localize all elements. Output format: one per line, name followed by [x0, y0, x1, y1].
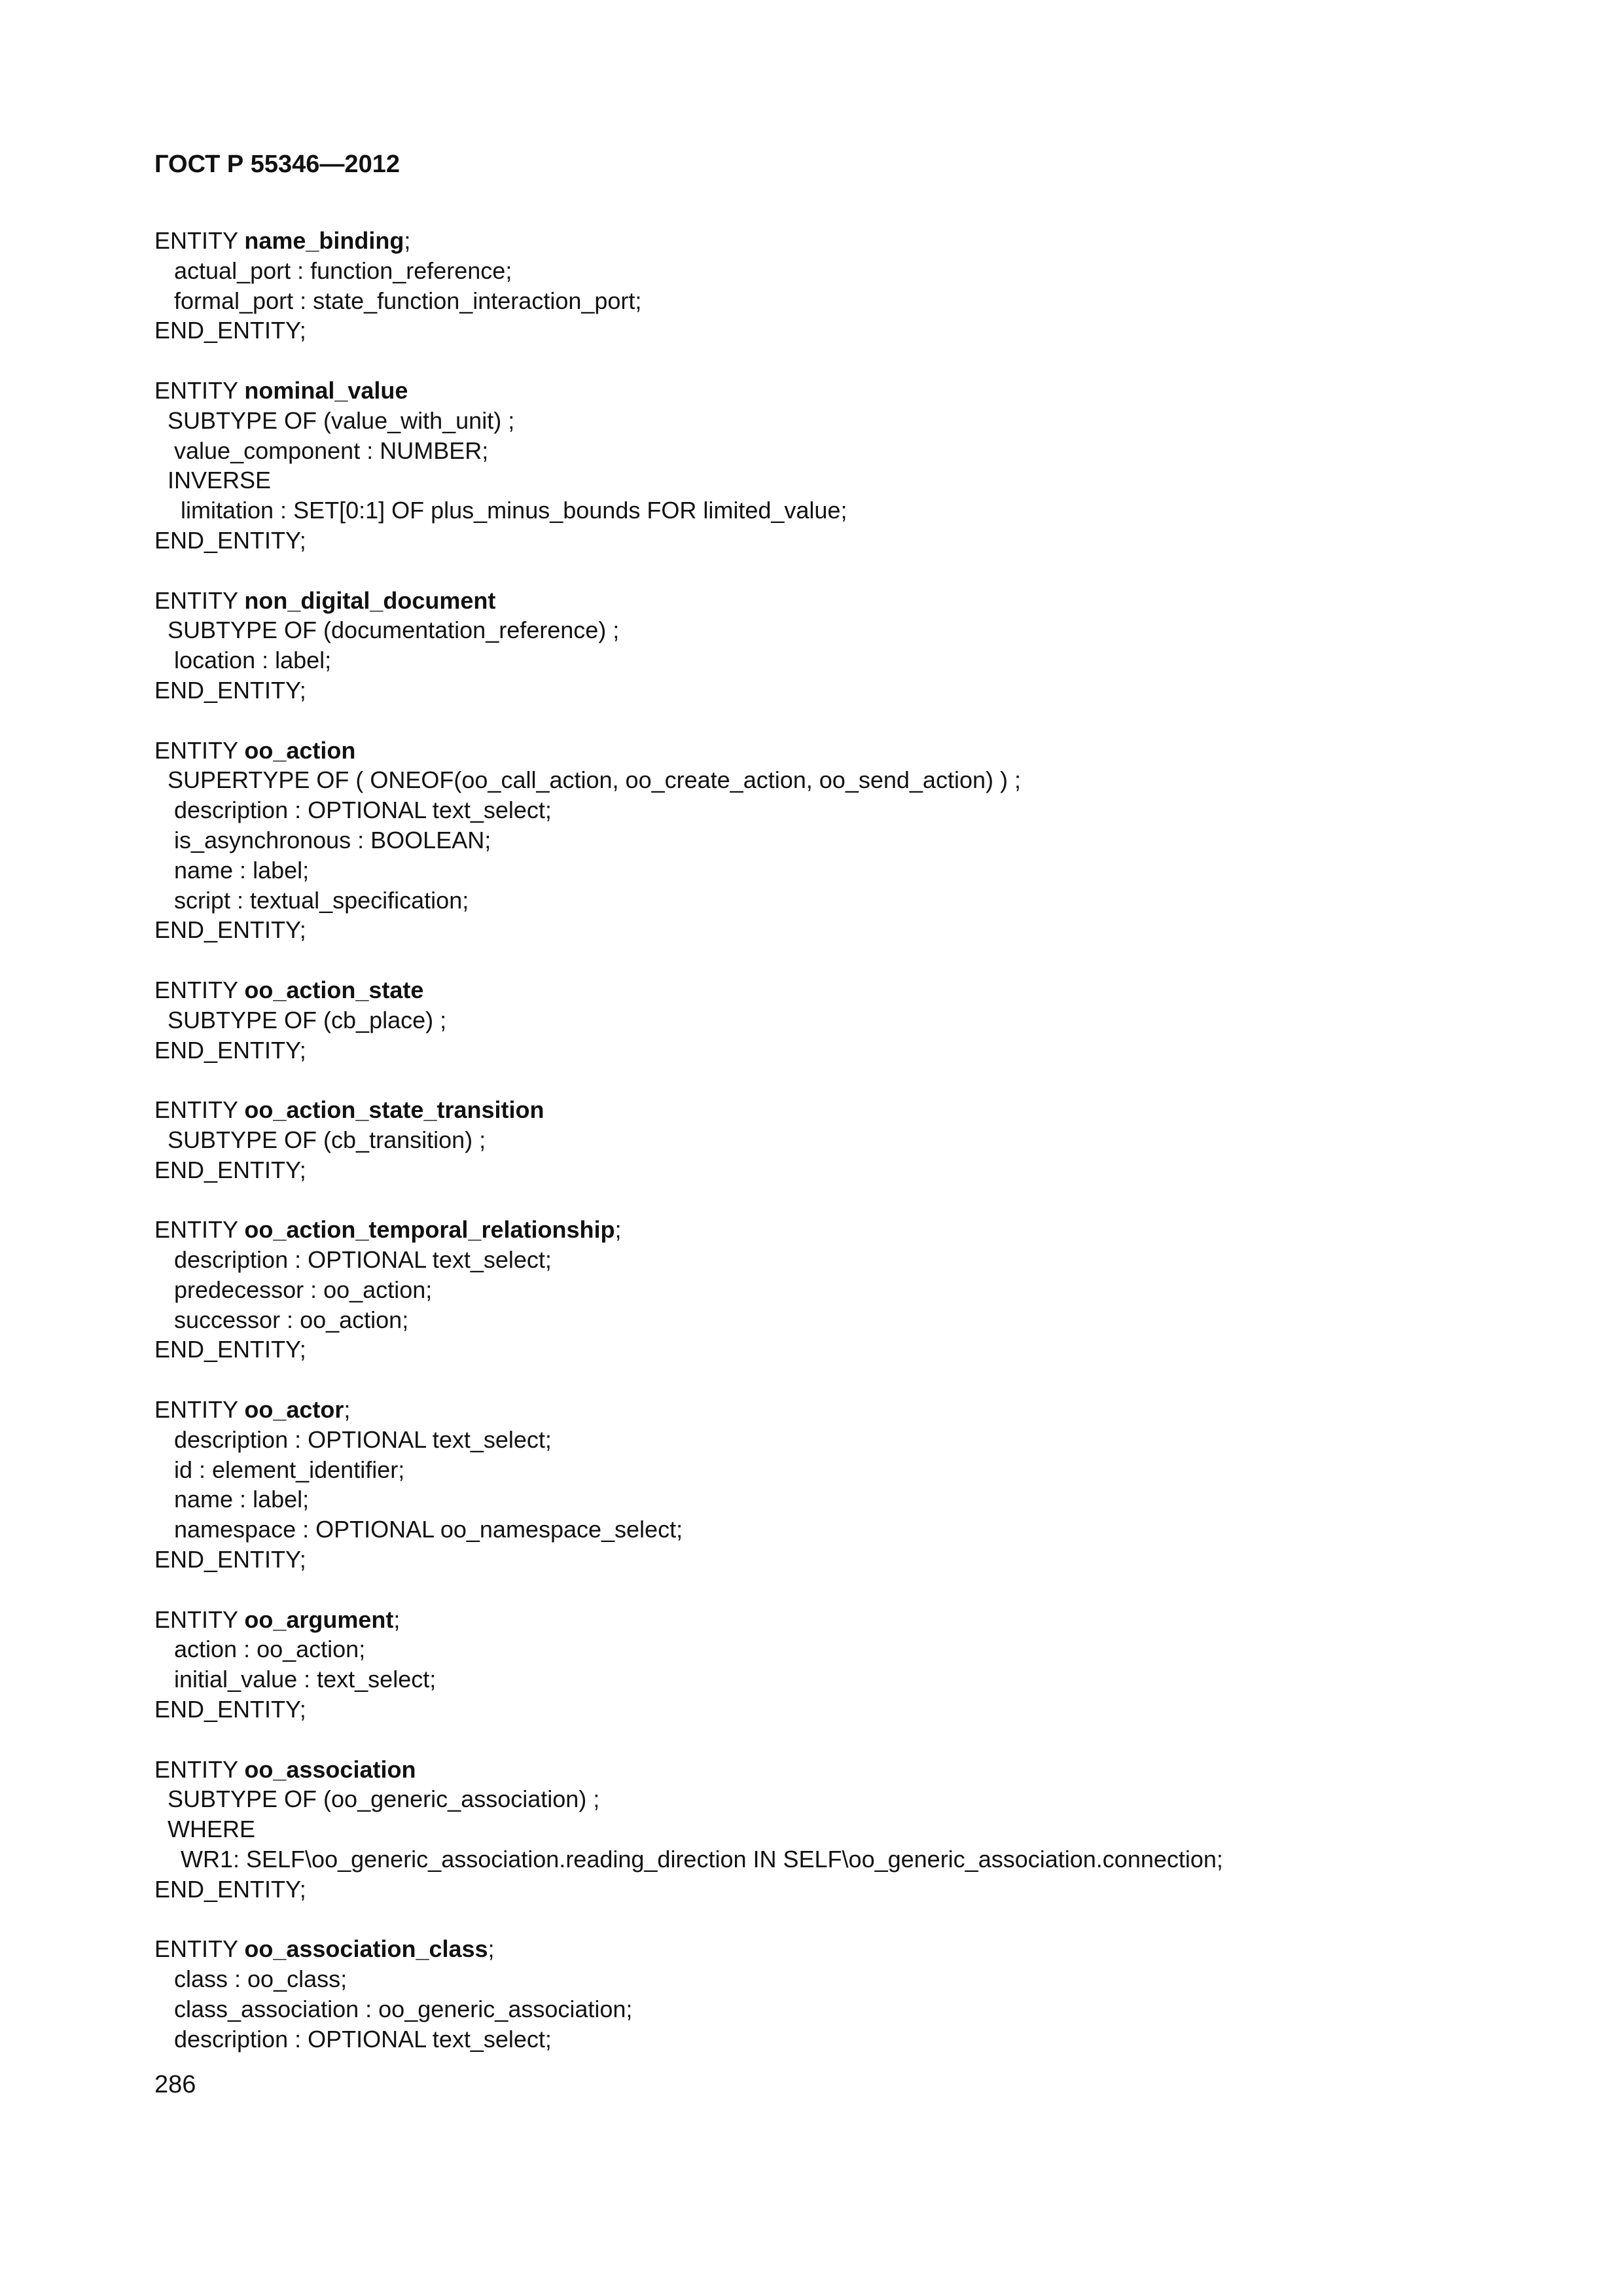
entity-attribute-line: formal_port : state_function_interaction_port; — [154, 287, 642, 314]
entity-name: non_digital_document — [244, 586, 496, 614]
blank-line — [154, 945, 1529, 975]
entity-declaration — [154, 586, 1529, 616]
entity-attribute-line: SUBTYPE OF (documentation_reference) ; — [154, 617, 620, 644]
entity-listing — [154, 226, 1529, 2054]
entity-block — [154, 586, 1529, 736]
entity-attribute-line: WR1: SELF\oo_generic_association.reading_direction IN SELF\oo_generic_association.connection; — [154, 1846, 1223, 1873]
entity-declaration — [154, 376, 1529, 406]
entity-name: name_binding — [244, 227, 404, 254]
entity-attribute-line: SUPERTYPE OF ( ONEOF(oo_call_action, oo_create_action, oo_send_action) ) ; — [154, 766, 1021, 794]
entity-attribute-line: limitation : SET[0:1] OF plus_minus_bounds FOR limited_value; — [154, 497, 847, 524]
entity-keyword: ENTITY — [154, 1935, 245, 1963]
entity-name: oo_action_state_transition — [244, 1096, 544, 1124]
entity-declaration — [154, 1395, 1529, 1425]
entity-keyword: ENTITY — [154, 1096, 245, 1124]
entity-keyword: ENTITY — [154, 1396, 245, 1424]
end-entity-line: END_ENTITY; — [154, 317, 306, 344]
entity-attribute-line: action : oo_action; — [154, 1636, 366, 1663]
entity-attribute-line: namespace : OPTIONAL oo_namespace_select; — [154, 1516, 683, 1543]
entity-block — [154, 226, 1529, 376]
entity-block — [154, 376, 1529, 586]
entity-name: oo_action_state — [244, 976, 424, 1003]
entity-attribute-line: SUBTYPE OF (cb_place) ; — [154, 1006, 447, 1033]
entity-attribute-line: initial_value : text_select; — [154, 1666, 437, 1693]
entity-keyword: ENTITY — [154, 1755, 245, 1783]
entity-keyword: ENTITY — [154, 1216, 245, 1244]
end-entity-line: END_ENTITY; — [154, 1336, 306, 1363]
entity-attribute-line: SUBTYPE OF (oo_generic_association) ; — [154, 1785, 600, 1813]
entity-keyword: ENTITY — [154, 376, 245, 404]
entity-name-suffix: ; — [488, 1935, 495, 1963]
entity-block — [154, 1095, 1529, 1215]
document-header: ГОСТ Р 55346—2012 — [154, 151, 400, 178]
entity-keyword: ENTITY — [154, 227, 245, 254]
end-entity-line: END_ENTITY; — [154, 1875, 306, 1903]
entity-keyword: ENTITY — [154, 586, 245, 614]
entity-declaration — [154, 1605, 1529, 1635]
entity-attribute-line: class : oo_class; — [154, 1965, 348, 1993]
end-entity-line: END_ENTITY; — [154, 1546, 306, 1573]
entity-attribute-line: actual_port : function_reference; — [154, 257, 512, 284]
entity-attribute-line: INVERSE — [154, 467, 272, 494]
entity-attribute-line: description : OPTIONAL text_select; — [154, 797, 552, 824]
entity-name: oo_action — [244, 736, 356, 764]
blank-line — [154, 556, 1529, 586]
entity-block — [154, 736, 1529, 975]
entity-attribute-line: value_component : NUMBER; — [154, 437, 489, 464]
entity-attribute-line: SUBTYPE OF (value_with_unit) ; — [154, 406, 515, 434]
entity-block — [154, 1934, 1529, 2054]
entity-attribute-line: name : label; — [154, 856, 310, 884]
end-entity-line: END_ENTITY; — [154, 1156, 306, 1183]
entity-name: nominal_value — [244, 376, 408, 404]
end-entity-line: END_ENTITY; — [154, 916, 306, 944]
entity-name-suffix: ; — [393, 1605, 401, 1633]
entity-block — [154, 975, 1529, 1095]
entity-declaration — [154, 1755, 1529, 1785]
entity-attribute-line: WHERE — [154, 1816, 256, 1843]
end-entity-line: END_ENTITY; — [154, 1696, 306, 1723]
entity-attribute-line: name : label; — [154, 1486, 310, 1513]
entity-name: oo_action_temporal_relationship — [244, 1216, 615, 1244]
blank-line — [154, 1185, 1529, 1215]
entity-attribute-line: description : OPTIONAL text_select; — [154, 1426, 552, 1453]
end-entity-line: END_ENTITY; — [154, 1036, 306, 1064]
page-number: 286 — [154, 2071, 196, 2098]
entity-attribute-line: id : element_identifier; — [154, 1456, 405, 1483]
entity-attribute-line: class_association : oo_generic_association; — [154, 1996, 633, 2023]
entity-keyword: ENTITY — [154, 976, 245, 1003]
end-entity-line: END_ENTITY; — [154, 526, 306, 554]
entity-name-suffix: ; — [404, 227, 411, 254]
entity-declaration — [154, 1215, 1529, 1245]
entity-name: oo_actor — [244, 1396, 344, 1424]
blank-line — [154, 346, 1529, 376]
entity-block — [154, 1395, 1529, 1605]
entity-attribute-line: description : OPTIONAL text_select; — [154, 2025, 552, 2053]
blank-line — [154, 1905, 1529, 1935]
entity-name-suffix: ; — [344, 1396, 351, 1424]
entity-attribute-line: description : OPTIONAL text_select; — [154, 1246, 552, 1274]
entity-attribute-line: successor : oo_action; — [154, 1306, 409, 1333]
entity-block — [154, 1215, 1529, 1395]
entity-name: oo_argument — [244, 1605, 394, 1633]
entity-declaration — [154, 1095, 1529, 1125]
end-entity-line: END_ENTITY; — [154, 676, 306, 704]
blank-line — [154, 1575, 1529, 1605]
entity-name: oo_association_class — [244, 1935, 488, 1963]
entity-block — [154, 1605, 1529, 1755]
entity-declaration — [154, 736, 1529, 766]
blank-line — [154, 1065, 1529, 1095]
blank-line — [154, 1725, 1529, 1755]
entity-keyword: ENTITY — [154, 736, 245, 764]
entity-name: oo_association — [244, 1755, 416, 1783]
entity-declaration — [154, 975, 1529, 1005]
blank-line — [154, 1365, 1529, 1395]
entity-attribute-line: is_asynchronous : BOOLEAN; — [154, 826, 491, 853]
entity-attribute-line: predecessor : oo_action; — [154, 1276, 433, 1303]
entity-block — [154, 1755, 1529, 1935]
entity-attribute-line: SUBTYPE OF (cb_transition) ; — [154, 1126, 486, 1153]
entity-declaration — [154, 226, 1529, 256]
entity-name-suffix: ; — [615, 1216, 622, 1244]
entity-keyword: ENTITY — [154, 1605, 245, 1633]
entity-attribute-line: location : label; — [154, 647, 332, 674]
blank-line — [154, 706, 1529, 736]
entity-declaration — [154, 1934, 1529, 1964]
entity-attribute-line: script : textual_specification; — [154, 886, 469, 914]
